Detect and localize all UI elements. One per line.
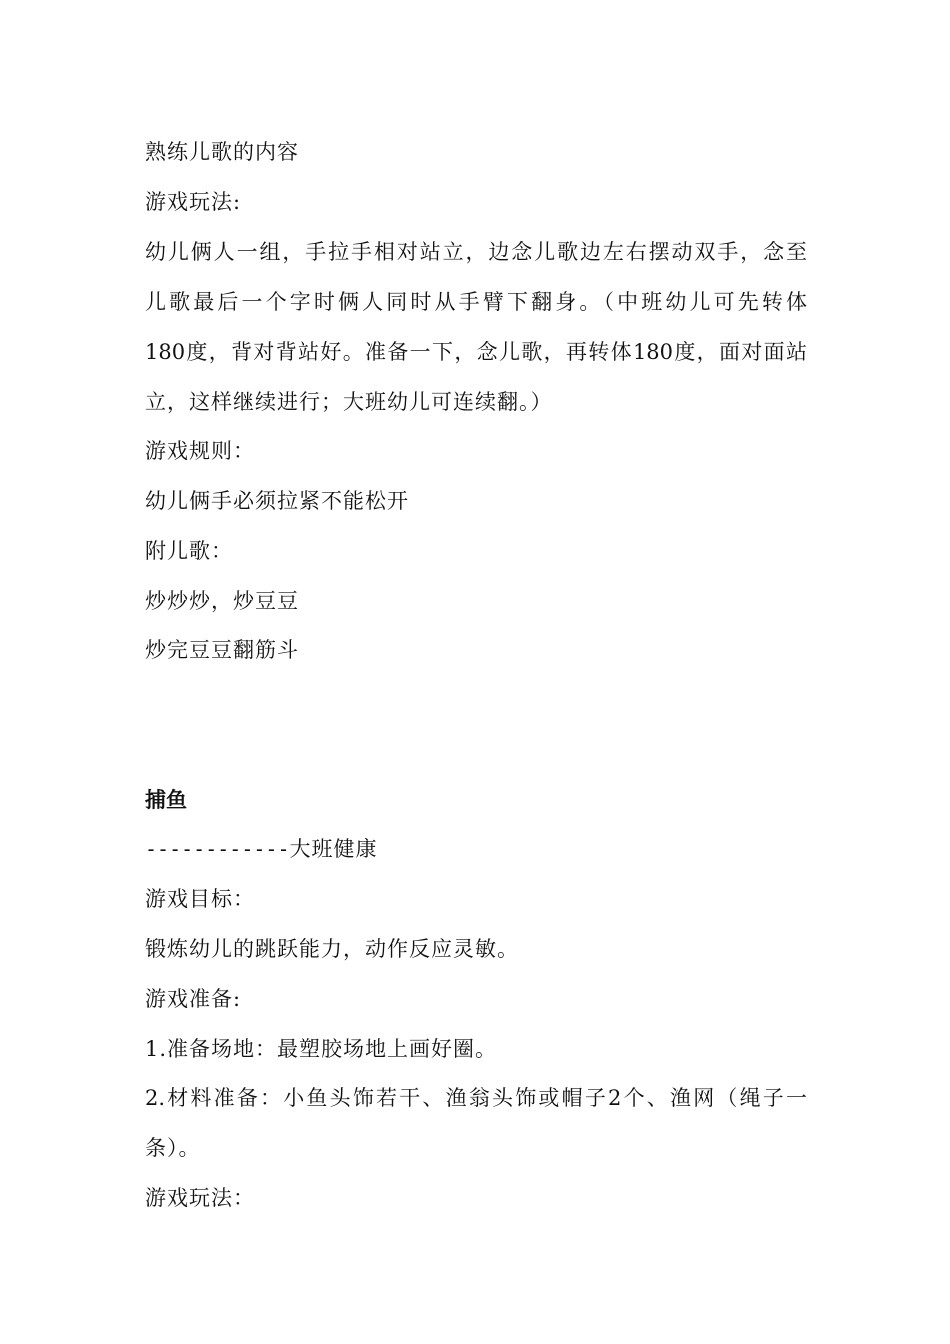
subtitle-dashes: ------------: [145, 837, 290, 861]
section-label-goal: 游戏目标：: [145, 887, 255, 911]
subtitle-text: 大班健康: [289, 837, 378, 861]
section-label-song: 附儿歌：: [145, 539, 233, 563]
paragraph-line: 幼儿俩人一组，手拉手相对站立，边念儿歌边左右摆动双手，念至: [145, 240, 807, 264]
section-label-gameplay: 游戏玩法:: [145, 190, 242, 214]
paragraph-line: 立，这样继续进行；大班幼儿可连续翻。）: [145, 390, 553, 414]
song-line: 炒完豆豆翻筋斗: [145, 638, 299, 662]
paragraph-line: 儿歌最后一个字时俩人同时从手臂下翻身。（中班幼儿可先转体: [145, 290, 807, 314]
song-line: 炒炒炒，炒豆豆: [145, 589, 299, 613]
paragraph-line: 条）。: [145, 1136, 201, 1160]
paragraph-line: 幼儿俩手必须拉紧不能松开: [145, 489, 409, 513]
section-label-preparation: 游戏准备:: [145, 987, 242, 1011]
paragraph-line: 熟练儿歌的内容: [145, 140, 299, 164]
list-item: 2.材料准备：小鱼头饰若干、渔翁头饰或帽子2个、渔网（绳子一: [145, 1086, 807, 1110]
paragraph-line: 180度，背对背站好。准备一下，念儿歌，再转体180度，面对面站: [145, 340, 807, 364]
paragraph-line: 锻炼幼儿的跳跃能力，动作反应灵敏。: [145, 937, 519, 961]
section-title: 捕鱼: [145, 788, 187, 812]
section-subtitle: [145, 835, 378, 863]
list-item: 1.准备场地：最塑胶场地上画好圈。: [145, 1037, 498, 1061]
section-label-gameplay: 游戏玩法：: [145, 1186, 255, 1210]
section-label-rules: 游戏规则：: [145, 439, 255, 463]
